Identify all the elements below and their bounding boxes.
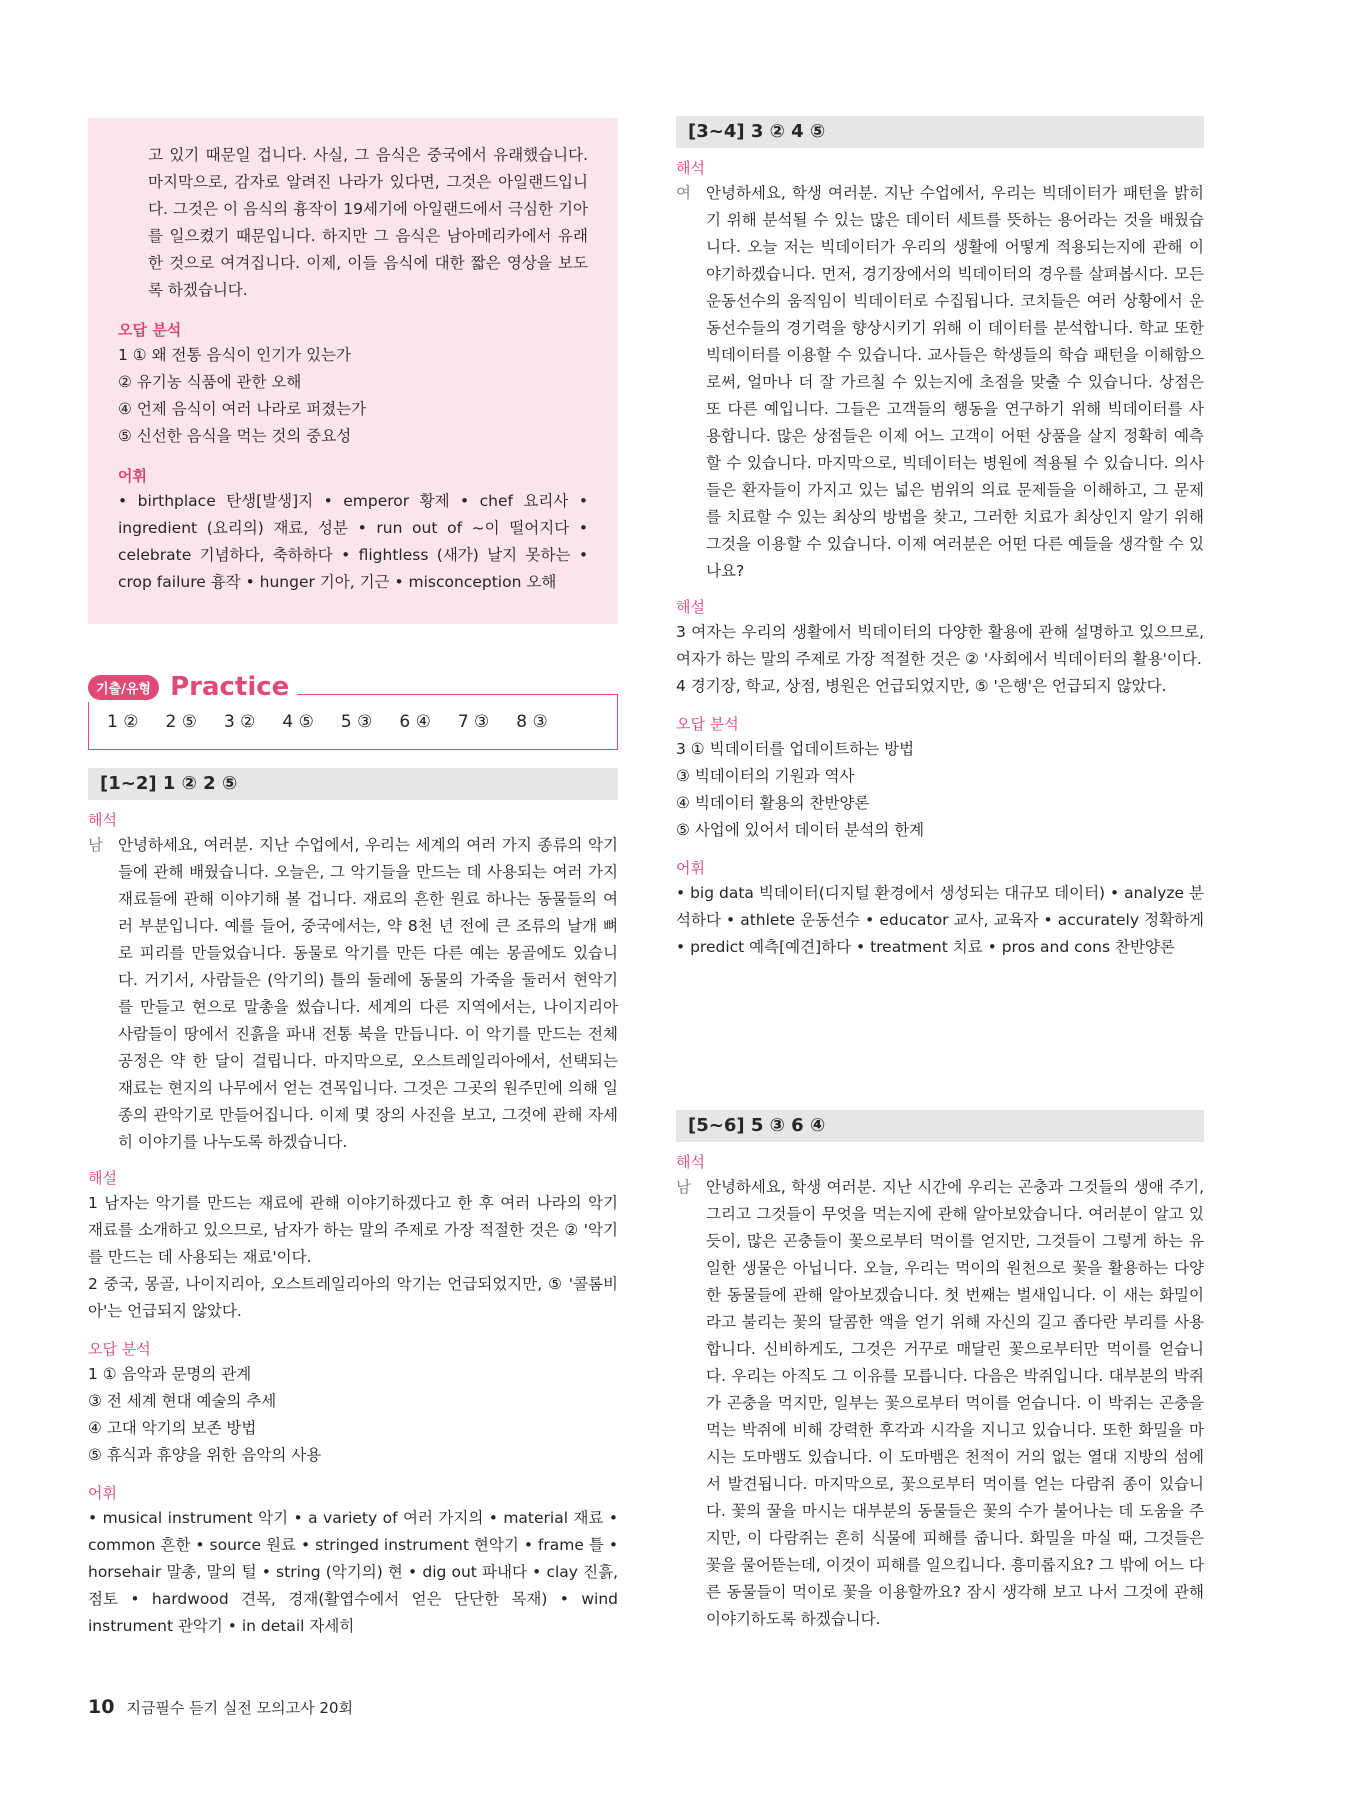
practice-answer: 6 ④ — [399, 712, 431, 732]
explanation-2: 2 중국, 몽골, 나이지리아, 오스트레일리아의 악기는 언급되었지만, ⑤ '콜롬비아'는 언급되지 않았다. — [88, 1275, 618, 1320]
speaker-label: 남 — [88, 836, 103, 854]
previous-script-text: 고 있기 때문일 겁니다. 사실, 그 음식은 중국에서 유래했습니다. 마지막으로, 감자로 알려진 나라가 있다면, 그것은 아일랜드입니다. 그것은 이 음식의 흉작이 19세기에 아일랜드에서 극심한 기아를 일으켰기 때문입니다. 하지만 그 음식은 남아메리카에서 유래한 것으로 여겨집니다. 이제, 이들 음식에 대한 짧은 영상을 보도록 하겠습니다. — [148, 146, 588, 299]
vocab-heading: 어휘 — [676, 859, 705, 877]
practice-answer: 3 ② — [223, 712, 256, 732]
section-bar: [1~2] 1 ② 2 ⑤ — [88, 768, 618, 800]
wrong-item: ② 유기농 식품에 관한 오해 — [118, 373, 302, 391]
wrong-item: ③ 전 세계 현대 예술의 추세 — [88, 1392, 277, 1410]
wrong-item: ⑤ 사업에 있어서 데이터 분석의 한계 — [676, 821, 925, 839]
wrong-analysis-heading: 오답 분석 — [88, 1340, 151, 1358]
practice-title: Practice — [170, 672, 290, 702]
explanation-3: 3 여자는 우리의 생활에서 빅데이터의 다양한 활용에 관해 설명하고 있으므로, 여자가 하는 말의 주제로 가장 적절한 것은 ② '사회에서 빅데이터의 활용'이다. — [676, 623, 1204, 668]
wrong-item: 3 ① 빅데이터를 업데이트하는 방법 — [676, 740, 915, 758]
vocab-list: • musical instrument 악기 • a variety of 여러 가지의 • material 재료 • common 흔한 • source 원료 • stringed instrument 현악기 • frame 틀 • horsehair 말총, 말의 털 • string (악기의) 현 • dig out 파내다 • clay 진흙, 점토 • hardwood 견목, 경재(활엽수에서 얻은 단단한 목재) • wind instrument 관악기 • in detail 자세히 — [88, 1509, 618, 1635]
speaker-label: 여 — [676, 184, 691, 202]
translation-heading: 해석 — [676, 1153, 705, 1171]
practice-section — [88, 672, 618, 750]
practice-answer: 4 ⑤ — [282, 712, 314, 732]
script-text: 안녕하세요, 여러분. 지난 수업에서, 우리는 세계의 여러 가지 종류의 악기들에 관해 배웠습니다. 오늘은, 그 악기들을 만드는 데 사용되는 여러 가지 재료들에 관해 이야기해 볼 겁니다. 재료의 흔한 원료 하나는 동물들의 여러 부분입니다. 예를 들어, 중국에서는, 약 8천 년 전에 큰 조류의 날개 뼈로 피리를 만들었습니다. 동물로 악기를 만든 다른 예는 몽골에도 있습니다. 거기서, 사람들은 (악기의) 틀의 둘레에 동물의 가죽을 둘러서 현악기를 만들고 현으로 말총을 썼습니다. 세계의 다른 지역에서는, 나이지리아 사람들이 땅에서 진흙을 파내 전통 북을 만듭니다. 이 악기를 만드는 전체 공정은 약 한 달이 걸립니다. 마지막으로, 오스트레일리아에서, 선택되는 재료는 현지의 나무에서 얻는 견목입니다. 그것은 그곳의 원주민에 의해 일종의 관악기로 만들어집니다. 이제 몇 장의 사진을 보고, 그것에 관해 자세히 이야기를 나누도록 하겠습니다. — [118, 836, 618, 1151]
section-3-4 — [676, 116, 1204, 961]
wrong-item: ④ 고대 악기의 보존 방법 — [88, 1419, 257, 1437]
vocab-heading: 어휘 — [88, 1484, 117, 1502]
section-bar: [5~6] 5 ③ 6 ④ — [676, 1110, 1204, 1142]
book-title: 지금필수 듣기 실전 모의고사 20회 — [126, 1699, 353, 1717]
script-row — [676, 1174, 1204, 1633]
translation-heading: 해석 — [676, 159, 705, 177]
wrong-item: ④ 언제 음식이 여러 나라로 퍼졌는가 — [118, 400, 367, 418]
practice-answer: 5 ③ — [340, 712, 373, 732]
practice-answer: 8 ③ — [516, 712, 548, 732]
page-number: 10 — [88, 1696, 115, 1718]
vocab-list: • big data 빅데이터(디지털 환경에서 생성되는 대규모 데이터) • analyze 분석하다 • athlete 운동선수 • educator 교사, 교육자 • accurately 정확하게 • predict 예측[예견]하다 • treatment 치료 • pros and cons 찬반양론 — [676, 884, 1204, 956]
script-row — [676, 180, 1204, 585]
wrong-analysis-heading: 오답 분석 — [118, 321, 182, 339]
explanation-heading: 해설 — [676, 598, 705, 616]
wrong-item: ⑤ 휴식과 휴양을 위한 음악의 사용 — [88, 1446, 322, 1464]
vocab-list: • birthplace 탄생[발생]지 • emperor 황제 • chef 요리사 • ingredient (요리의) 재료, 성분 • run out of ~이 떨어지다 • celebrate 기념하다, 축하하다 • flightless (새가) 날지 못하는 • crop failure 흉작 • hunger 기아, 기근 • misconception 오해 — [118, 492, 588, 591]
script-text: 안녕하세요, 학생 여러분. 지난 수업에서, 우리는 빅데이터가 패턴을 밝히기 위해 분석될 수 있는 많은 데이터 세트를 뜻하는 용어라는 것을 배웠습니다. 오늘 저는 빅데이터가 우리의 생활에 어떻게 적용되는지에 관해 이야기하겠습니다. 먼저, 경기장에서의 빅데이터의 경우를 살펴봅시다. 모든 운동선수의 움직임이 빅데이터로 수집됩니다. 코치들은 여러 상황에서 운동선수들의 경기력을 향상시키기 위해 이 데이터를 분석합니다. 학교 또한 빅데이터를 이용할 수 있습니다. 교사들은 학생들의 학습 패턴을 이해함으로써, 얼마나 더 잘 가르칠 수 있는지에 초점을 맞출 수 있습니다. 상점은 또 다른 예입니다. 그들은 고객들의 행동을 연구하기 위해 빅데이터를 사용합니다. 많은 상점들은 이제 어느 고객이 어떤 상품을 살지 정확히 예측할 수 있습니다. 마지막으로, 빅데이터는 병원에 적용될 수 있습니다. 의사들은 환자들이 가지고 있는 넓은 범위의 의료 문제들을 이해하고, 그 문제를 치료할 수 있는 최상의 방법을 찾고, 그러한 치료가 최상인지 알기 위해 그것을 이용할 수 있습니다. 이제 여러분은 어떤 다른 예들을 생각할 수 있나요? — [706, 184, 1205, 580]
practice-answer: 2 ⑤ — [165, 712, 197, 732]
explanation-4: 4 경기장, 학교, 상점, 병원은 언급되었지만, ⑤ '은행'은 언급되지 않았다. — [676, 677, 1167, 695]
script-text: 안녕하세요, 학생 여러분. 지난 시간에 우리는 곤충과 그것들의 생애 주기, 그리고 그것들이 무엇을 먹는지에 관해 알아보았습니다. 여러분이 알고 있듯이, 많은 곤충들이 꽃으로부터 먹이를 얻지만, 그것들이 그렇게 하는 유일한 생물은 아닙니다. 오늘, 우리는 먹이의 원천으로 꽃을 활용하는 다양한 동물들에 관해 알아보겠습니다. 첫 번째는 벌새입니다. 이 새는 화밀이라고 불리는 꽃의 달콤한 액을 얻기 위해 자신의 길고 좁다란 부리를 사용합니다. 신비하게도, 그것은 거꾸로 매달린 꽃으로부터만 먹이를 얻습니다. 우리는 아직도 그 이유를 모릅니다. 다음은 박쥐입니다. 대부분의 박쥐가 곤충을 먹지만, 일부는 꽃으로부터 먹이를 얻습니다. 이 박쥐는 곤충을 먹는 박쥐에 비해 강력한 후각과 시각을 지니고 있습니다. 또한 화밀을 마시는 도마뱀도 있습니다. 이 도마뱀은 천적이 거의 없는 열대 지방의 섬에서 발견됩니다. 마지막으로, 꽃으로부터 먹이를 얻는 다람쥐 종이 있습니다. 꽃의 꿀을 마시는 대부분의 동물들은 꽃의 수가 불어나는 데 도움을 주지만, 이 다람쥐는 흔히 식물에 피해를 줍니다. 화밀을 마실 때, 그것들은 꽃을 물어뜯는데, 이것이 피해를 일으킵니다. 흥미롭지요? 그 밖에 어느 다른 동물들이 먹이로 꽃을 이용할까요? 잠시 생각해 보고 나서 그것에 관해 이야기하도록 하겠습니다. — [706, 1178, 1205, 1628]
wrong-item: ④ 빅데이터 활용의 찬반양론 — [676, 794, 870, 812]
previous-answer-box — [88, 118, 618, 624]
practice-answer-box — [88, 694, 618, 750]
page-footer — [88, 1696, 353, 1718]
section-bar: [3~4] 3 ② 4 ⑤ — [676, 116, 1204, 148]
wrong-item: 1 ① 음악과 문명의 관계 — [88, 1365, 252, 1383]
explanation-1: 1 남자는 악기를 만드는 재료에 관해 이야기하겠다고 한 후 여러 나라의 악기 재료를 소개하고 있으므로, 남자가 하는 말의 주제로 가장 적절한 것은 ② '악기를 만드는 데 사용되는 재료'이다. — [88, 1194, 618, 1266]
explanation-heading: 해설 — [88, 1169, 117, 1187]
section-1-2 — [88, 768, 618, 1640]
wrong-item: ③ 빅데이터의 기원과 역사 — [676, 767, 855, 785]
wrong-item: 1 ① 왜 전통 음식이 인기가 있는가 — [118, 346, 351, 364]
practice-answer: 7 ③ — [457, 712, 490, 732]
vocab-heading: 어휘 — [118, 467, 147, 485]
section-5-6 — [676, 1110, 1204, 1633]
wrong-analysis-heading: 오답 분석 — [676, 715, 739, 733]
practice-tag: 기출/유형 — [88, 675, 159, 700]
speaker-label: 남 — [676, 1178, 691, 1196]
script-row — [88, 832, 618, 1156]
wrong-item: ⑤ 신선한 음식을 먹는 것의 중요성 — [118, 427, 352, 445]
translation-heading: 해석 — [88, 811, 117, 829]
practice-answer: 1 ② — [107, 712, 139, 732]
